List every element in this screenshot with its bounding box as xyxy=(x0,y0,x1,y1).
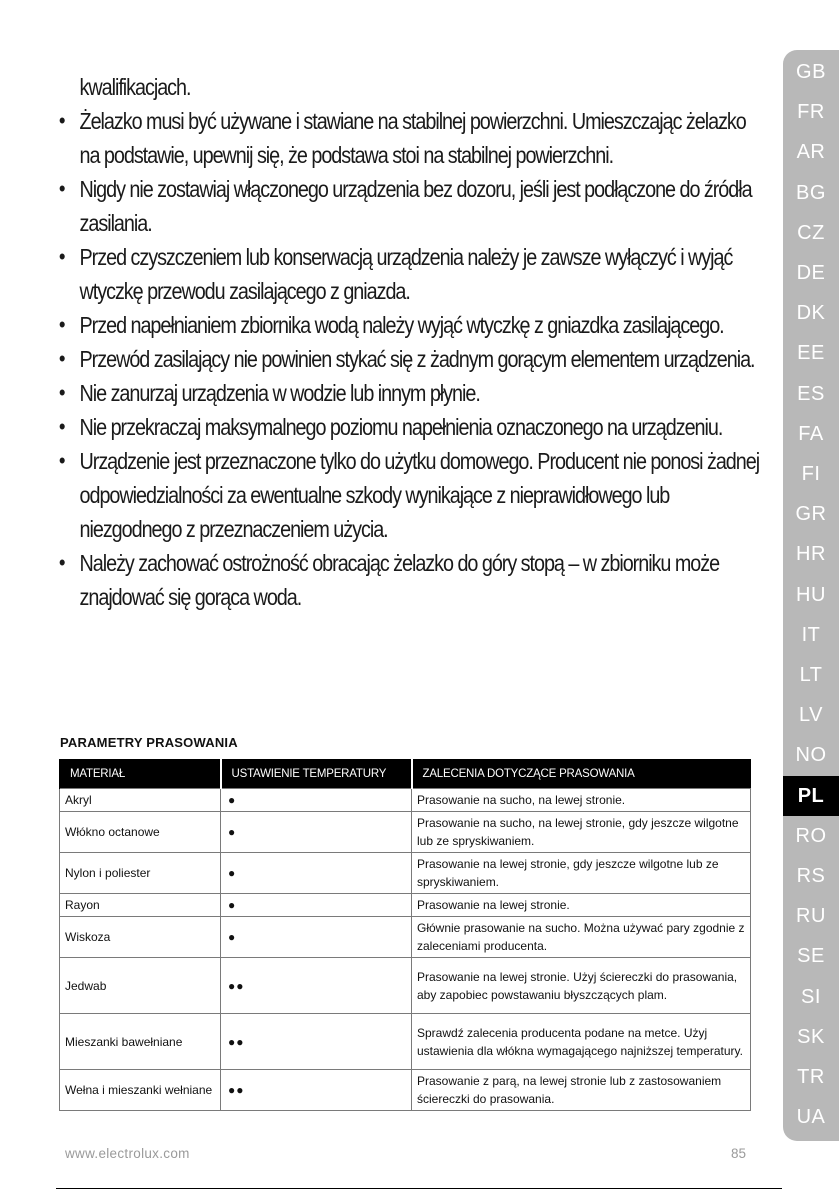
language-tab-de[interactable]: DE xyxy=(796,262,826,284)
advice-cell: Prasowanie na lewej stronie, gdy jeszcze wilgotne lub ze spryskiwaniem. xyxy=(412,853,751,894)
language-tab-tr[interactable]: TR xyxy=(797,1066,825,1088)
material-cell: Wiskoza xyxy=(60,917,221,958)
safety-bullet-list xyxy=(52,70,764,614)
table-row xyxy=(60,812,751,853)
material-cell: Włókno octanowe xyxy=(60,812,221,853)
language-tab-ru[interactable]: RU xyxy=(796,905,826,928)
bullet-text: Przed czyszczeniem lub konserwacją urządzenia należy je zawsze wyłączyć i wyjąć wtyczkę przewodu zasilającego z gniazda. xyxy=(79,244,733,304)
page-number: 85 xyxy=(731,1146,747,1161)
temperature-cell: ●● xyxy=(221,958,412,1014)
table-row xyxy=(60,853,751,894)
table-header-row xyxy=(60,759,751,789)
bullet-item xyxy=(52,444,764,546)
bullet-dot-icon: • xyxy=(58,550,65,575)
advice-cell: Prasowanie na lewej stronie. xyxy=(412,894,751,917)
language-tab-gb[interactable]: GB xyxy=(796,61,826,83)
advice-cell: Głównie prasowanie na sucho. Można używać pary zgodnie z zaleceniami producenta. xyxy=(412,917,751,958)
table-row xyxy=(60,1070,751,1111)
material-cell: Nylon i poliester xyxy=(60,853,221,894)
material-cell: Akryl xyxy=(60,789,221,812)
bullet-dot-icon: • xyxy=(58,380,65,405)
language-tab-ro[interactable]: RO xyxy=(795,824,827,847)
language-tab-dk[interactable]: DK xyxy=(796,302,826,325)
bullet-text: Nigdy nie zostawiaj włączonego urządzenia bez dozoru, jeśli jest podłączone do źródła zasilania. xyxy=(79,176,752,236)
bullet-item xyxy=(52,70,764,104)
advice-cell: Prasowanie na sucho, na lewej stronie. xyxy=(412,789,751,812)
advice-cell: Prasowanie na lewej stronie. Użyj ściereczki do prasowania, aby zapobiec powstawaniu błyszczących plam. xyxy=(412,958,751,1014)
bullet-item xyxy=(52,172,764,240)
table-row xyxy=(60,958,751,1014)
bullet-dot-icon: • xyxy=(58,244,65,269)
bullet-text: Przewód zasilający nie powinien stykać się z żadnym gorącym elementem urządzenia. xyxy=(79,346,755,372)
material-cell: Rayon xyxy=(60,894,221,917)
bullet-item xyxy=(52,376,764,410)
bullet-dot-icon: • xyxy=(58,346,65,371)
advice-cell: Prasowanie na sucho, na lewej stronie, gdy jeszcze wilgotne lub ze spryskiwaniem. xyxy=(412,812,751,853)
table-row xyxy=(60,894,751,917)
bullet-dot-icon: • xyxy=(58,448,65,473)
bullet-item xyxy=(52,240,764,308)
language-tab-cz[interactable]: CZ xyxy=(797,221,825,244)
bullet-item xyxy=(52,308,764,342)
header-material: MATERIAŁ xyxy=(60,759,221,789)
language-tab-it[interactable]: IT xyxy=(801,623,821,646)
ironing-parameters-table xyxy=(59,759,751,1111)
section-title: PARAMETRY PRASOWANIA xyxy=(60,735,238,750)
language-tab-ar[interactable]: AR xyxy=(796,141,826,164)
temperature-cell: ● xyxy=(221,853,412,894)
bullet-text: kwalifikacjach. xyxy=(79,74,191,100)
bullet-item xyxy=(52,342,764,376)
language-tab-ua[interactable]: UA xyxy=(796,1106,826,1129)
material-cell: Jedwab xyxy=(60,958,221,1014)
temperature-cell: ●● xyxy=(221,1014,412,1070)
language-tab-bg[interactable]: BG xyxy=(796,181,826,204)
language-tab-pl[interactable]: PL xyxy=(783,776,839,816)
language-tab-fa[interactable]: FA xyxy=(798,422,824,445)
bullet-item xyxy=(52,410,764,444)
bullet-text: Należy zachować ostrożność obracając żelazko do góry stopą – w zbiorniku może znajdować się gorąca woda. xyxy=(79,550,720,610)
bullet-text: Nie zanurzaj urządzenia w wodzie lub innym płynie. xyxy=(79,380,480,406)
material-cell: Mieszanki bawełniane xyxy=(60,1014,221,1070)
footer-url: www.electrolux.com xyxy=(65,1146,190,1161)
language-tab-hu[interactable]: HU xyxy=(796,583,826,606)
temperature-cell: ●● xyxy=(221,1070,412,1111)
language-tab-fi[interactable]: FI xyxy=(801,463,821,485)
language-tab-si[interactable]: SI xyxy=(801,985,821,1008)
table-row xyxy=(60,917,751,958)
bullet-item xyxy=(52,546,764,614)
header-advice: ZALECENIA DOTYCZĄCE PRASOWANIA xyxy=(412,759,751,789)
material-cell: Wełna i mieszanki wełniane xyxy=(60,1070,221,1111)
bullet-dot-icon: • xyxy=(58,414,65,439)
advice-cell: Sprawdź zalecenia producenta podane na metce. Użyj ustawienia dla włókna wymagającego najniższej temperatury. xyxy=(412,1014,751,1070)
advice-cell: Prasowanie z parą, na lewej stronie lub z zastosowaniem ściereczki do prasowania. xyxy=(412,1070,751,1111)
language-tab-hr[interactable]: HR xyxy=(796,543,826,566)
bullet-dot-icon: • xyxy=(58,176,65,201)
language-tab-rs[interactable]: RS xyxy=(796,865,826,887)
bullet-item xyxy=(52,104,764,172)
language-tab-fr[interactable]: FR xyxy=(797,101,825,124)
table-row xyxy=(60,1014,751,1070)
language-tab-sk[interactable]: SK xyxy=(797,1025,825,1048)
bullet-text: Przed napełnianiem zbiornika wodą należy wyjąć wtyczkę z gniazdka zasilającego. xyxy=(79,312,724,338)
bullet-text: Żelazko musi być używane i stawiane na stabilnej powierzchni. Umieszczając żelazko na podstawie, upewnij się, że podstawa stoi na stabilnej powierzchni. xyxy=(79,108,746,168)
language-tab-lv[interactable]: LV xyxy=(799,704,823,727)
language-tab-lt[interactable]: LT xyxy=(799,664,823,686)
language-tab-ee[interactable]: EE xyxy=(797,342,825,365)
footer-divider xyxy=(56,1188,782,1189)
header-temperature: USTAWIENIE TEMPERATURY xyxy=(221,759,412,789)
temperature-cell: ● xyxy=(221,789,412,812)
temperature-cell: ● xyxy=(221,812,412,853)
language-tab-gr[interactable]: GR xyxy=(795,503,827,526)
temperature-cell: ● xyxy=(221,894,412,917)
language-tab-se[interactable]: SE xyxy=(797,945,825,968)
language-tab-es[interactable]: ES xyxy=(797,382,825,405)
bullet-dot-icon: • xyxy=(58,312,65,337)
bullet-text: Nie przekraczaj maksymalnego poziomu napełnienia oznaczonego na urządzeniu. xyxy=(79,414,723,440)
bullet-text: Urządzenie jest przeznaczone tylko do użytku domowego. Producent nie ponosi żadnej odpowiedzialności za ewentualne szkody wynikające z nieprawidłowego lub niezgodnego z przeznaczeniem użycia. xyxy=(79,448,760,542)
language-tab-no[interactable]: NO xyxy=(795,744,827,767)
bullet-dot-icon: • xyxy=(58,108,65,133)
temperature-cell: ● xyxy=(221,917,412,958)
table-row xyxy=(60,789,751,812)
